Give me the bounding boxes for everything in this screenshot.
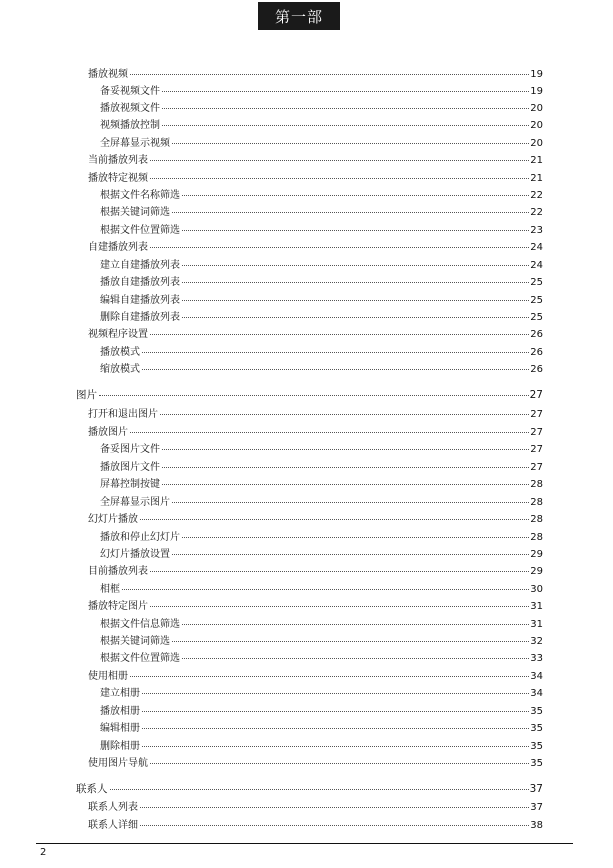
toc-entry-page: 19 <box>530 69 543 80</box>
toc-entry-title: 备妥图片文件 <box>100 444 160 455</box>
toc-dot-leader <box>182 300 529 301</box>
toc-entry-page: 21 <box>530 155 543 166</box>
toc-dot-leader <box>182 624 529 625</box>
toc-entry[interactable] <box>100 723 543 735</box>
toc-entry-title: 幻灯片播放 <box>88 514 138 525</box>
toc-dot-leader <box>130 74 529 75</box>
toc-entry-page: 29 <box>530 566 543 577</box>
toc-dot-leader <box>162 125 529 126</box>
toc-dot-leader <box>150 606 529 607</box>
toc-entry[interactable] <box>100 190 543 202</box>
toc-dot-leader <box>142 352 529 353</box>
toc-dot-leader <box>130 676 529 677</box>
toc-entry[interactable] <box>88 820 543 832</box>
toc-entry[interactable] <box>100 619 543 631</box>
toc-entry-title: 播放视频 <box>88 69 128 80</box>
toc-dot-leader <box>172 502 529 503</box>
toc-entry[interactable] <box>100 138 543 150</box>
toc-dot-leader <box>150 763 529 764</box>
toc-entry-title: 编辑相册 <box>100 723 140 734</box>
toc-entry-page: 28 <box>530 514 543 525</box>
toc-entry-page: 34 <box>530 688 543 699</box>
toc-entry-title: 播放自建播放列表 <box>100 277 180 288</box>
toc-entry-page: 27 <box>530 409 543 420</box>
toc-entry-title: 联系人 <box>76 783 108 795</box>
toc-entry-page: 35 <box>530 723 543 734</box>
toc-entry-page: 31 <box>530 619 543 630</box>
toc-entry-title: 播放特定图片 <box>88 601 148 612</box>
toc-dot-leader <box>182 265 529 266</box>
page-number: 2 <box>40 847 47 858</box>
toc-entry[interactable] <box>100 688 543 700</box>
toc-dot-leader <box>142 693 529 694</box>
toc-entry-title: 建立相册 <box>100 688 140 699</box>
toc-entry-page: 28 <box>530 532 543 543</box>
toc-entry[interactable] <box>88 173 543 185</box>
toc-entry-title: 删除自建播放列表 <box>100 312 180 323</box>
toc-entry-page: 31 <box>530 601 543 612</box>
toc-entry[interactable] <box>88 671 543 683</box>
toc-entry[interactable] <box>88 514 543 526</box>
toc-entry-page: 22 <box>530 207 543 218</box>
toc-entry-title: 播放图片 <box>88 427 128 438</box>
toc-entry-title: 备妥视频文件 <box>100 86 160 97</box>
toc-entry[interactable] <box>100 497 543 509</box>
toc-entry[interactable] <box>88 409 543 421</box>
toc-entry-page: 24 <box>530 242 543 253</box>
toc-entry-page: 28 <box>530 479 543 490</box>
toc-dot-leader <box>99 395 529 396</box>
toc-entry-page: 25 <box>530 295 543 306</box>
toc-entry-page: 24 <box>530 260 543 271</box>
toc-entry-page: 33 <box>530 653 543 664</box>
toc-dot-leader <box>182 282 529 283</box>
toc-entry-title: 建立自建播放列表 <box>100 260 180 271</box>
toc-entry-title: 屏幕控制按键 <box>100 479 160 490</box>
toc-dot-leader <box>110 789 529 790</box>
toc-entry-title: 自建播放列表 <box>88 242 148 253</box>
toc-entry-title: 打开和退出图片 <box>88 409 158 420</box>
toc-entry-title: 根据文件位置筛选 <box>100 225 180 236</box>
toc-entry-page: 22 <box>530 190 543 201</box>
toc-entry[interactable] <box>88 242 543 254</box>
toc-entry-title: 视频播放控制 <box>100 120 160 131</box>
toc-entry[interactable] <box>100 225 543 237</box>
toc-entry[interactable] <box>100 260 543 272</box>
toc-dot-leader <box>130 432 529 433</box>
toc-entry-title: 删除相册 <box>100 741 140 752</box>
toc-entry-title: 播放特定视频 <box>88 173 148 184</box>
toc-entry-title: 全屏幕显示图片 <box>100 497 170 508</box>
toc-dot-leader <box>182 317 529 318</box>
toc-entry-page: 20 <box>530 120 543 131</box>
toc-entry-page: 27 <box>530 444 543 455</box>
toc-entry[interactable] <box>100 532 543 544</box>
toc-dot-leader <box>150 247 529 248</box>
footer-divider <box>36 843 573 844</box>
toc-entry-page: 27 <box>530 427 543 438</box>
toc-entry[interactable] <box>100 347 543 359</box>
toc-entry-page: 34 <box>530 671 543 682</box>
toc-entry-title: 播放图片文件 <box>100 462 160 473</box>
toc-dot-leader <box>182 230 529 231</box>
toc-entry-page: 26 <box>530 329 543 340</box>
part-label: 第一部 <box>274 7 323 26</box>
toc-dot-leader <box>172 554 529 555</box>
toc-entry[interactable] <box>100 479 543 491</box>
toc-entry-title: 使用相册 <box>88 671 128 682</box>
toc-entry-title: 目前播放列表 <box>88 566 148 577</box>
toc-entry[interactable] <box>100 312 543 324</box>
toc-entry-title: 全屏幕显示视频 <box>100 138 170 149</box>
toc-entry-title: 根据文件名称筛选 <box>100 190 180 201</box>
toc-entry-title: 联系人详细 <box>88 820 138 831</box>
toc-entry-page: 35 <box>530 758 543 769</box>
toc-entry[interactable] <box>100 277 543 289</box>
toc-entry[interactable] <box>88 329 543 341</box>
toc-entry-title: 相框 <box>100 584 120 595</box>
toc-entry-page: 26 <box>530 347 543 358</box>
toc-dot-leader <box>150 571 529 572</box>
part-header-tab <box>258 2 340 30</box>
toc-entry[interactable] <box>100 462 543 474</box>
toc-dot-leader <box>172 212 529 213</box>
toc-entry-title: 播放模式 <box>100 347 140 358</box>
toc-entry-title: 播放和停止幻灯片 <box>100 532 180 543</box>
toc-entry[interactable] <box>100 636 543 648</box>
toc-entry[interactable] <box>100 103 543 115</box>
toc-entry-page: 23 <box>530 225 543 236</box>
toc-entry[interactable] <box>100 364 543 376</box>
toc-dot-leader <box>160 414 529 415</box>
toc-entry-page: 20 <box>530 103 543 114</box>
toc-entry-page: 38 <box>530 820 543 831</box>
toc-entry-page: 25 <box>530 277 543 288</box>
toc-dot-leader <box>122 589 529 590</box>
toc-entry-title: 播放相册 <box>100 706 140 717</box>
toc-entry-page: 26 <box>530 364 543 375</box>
toc-entry-page: 32 <box>530 636 543 647</box>
toc-dot-leader <box>172 143 529 144</box>
toc-entry-page: 37 <box>530 802 543 813</box>
toc-dot-leader <box>162 467 529 468</box>
toc-entry-title: 编辑自建播放列表 <box>100 295 180 306</box>
toc-entry[interactable] <box>88 758 543 770</box>
toc-entry-page: 27 <box>530 462 543 473</box>
toc-entry[interactable] <box>76 783 543 795</box>
toc-dot-leader <box>150 334 529 335</box>
toc-entry-title: 播放视频文件 <box>100 103 160 114</box>
toc-dot-leader <box>142 711 529 712</box>
toc-entry-page: 35 <box>530 741 543 752</box>
toc-entry-page: 35 <box>530 706 543 717</box>
toc-dot-leader <box>150 160 529 161</box>
toc-dot-leader <box>162 91 529 92</box>
toc-dot-leader <box>142 746 529 747</box>
toc-entry[interactable] <box>100 584 543 596</box>
toc-entry[interactable] <box>88 566 543 578</box>
toc-dot-leader <box>162 449 529 450</box>
toc-dot-leader <box>150 178 529 179</box>
toc-dot-leader <box>182 658 529 659</box>
toc-entry-page: 20 <box>530 138 543 149</box>
toc-entry-page: 21 <box>530 173 543 184</box>
toc-entry-title: 联系人列表 <box>88 802 138 813</box>
toc-dot-leader <box>140 519 529 520</box>
toc-entry[interactable] <box>88 155 543 167</box>
toc-entry[interactable] <box>100 549 543 561</box>
toc-entry[interactable] <box>88 427 543 439</box>
toc-entry-page: 25 <box>530 312 543 323</box>
toc-entry-title: 视频程序设置 <box>88 329 148 340</box>
toc-entry-title: 根据文件信息筛选 <box>100 619 180 630</box>
toc-entry-page: 28 <box>530 497 543 508</box>
toc-entry-title: 幻灯片播放设置 <box>100 549 170 560</box>
toc-dot-leader <box>162 108 529 109</box>
toc-entry-title: 缩放模式 <box>100 364 140 375</box>
toc-dot-leader <box>182 195 529 196</box>
toc-entry-title: 使用图片导航 <box>88 758 148 769</box>
toc-entry-title: 图片 <box>76 389 97 401</box>
toc-entry[interactable] <box>100 653 543 665</box>
toc-entry[interactable] <box>100 444 543 456</box>
toc-entry[interactable] <box>100 741 543 753</box>
toc-entry-title: 根据关键词筛选 <box>100 636 170 647</box>
toc-entry-page: 27 <box>529 389 543 401</box>
toc-entry-page: 29 <box>530 549 543 560</box>
toc-dot-leader <box>142 728 529 729</box>
toc-entry-title: 根据关键词筛选 <box>100 207 170 218</box>
toc-entry[interactable] <box>88 802 543 814</box>
toc-entry[interactable] <box>88 69 543 81</box>
toc-entry[interactable] <box>100 706 543 718</box>
toc-dot-leader <box>182 537 529 538</box>
toc-dot-leader <box>142 369 529 370</box>
toc-entry[interactable] <box>100 86 543 98</box>
toc-dot-leader <box>140 825 529 826</box>
toc-entry[interactable] <box>100 295 543 307</box>
toc-dot-leader <box>172 641 529 642</box>
toc-entry[interactable] <box>88 601 543 613</box>
toc-entry[interactable] <box>76 389 543 401</box>
toc-entry-page: 37 <box>529 783 543 795</box>
toc-dot-leader <box>140 807 529 808</box>
toc-entry[interactable] <box>100 207 543 219</box>
toc-dot-leader <box>162 484 529 485</box>
toc-entry[interactable] <box>100 120 543 132</box>
toc-entry-title: 根据文件位置筛选 <box>100 653 180 664</box>
toc-entry-title: 当前播放列表 <box>88 155 148 166</box>
toc-entry-page: 19 <box>530 86 543 97</box>
toc-entry-page: 30 <box>530 584 543 595</box>
